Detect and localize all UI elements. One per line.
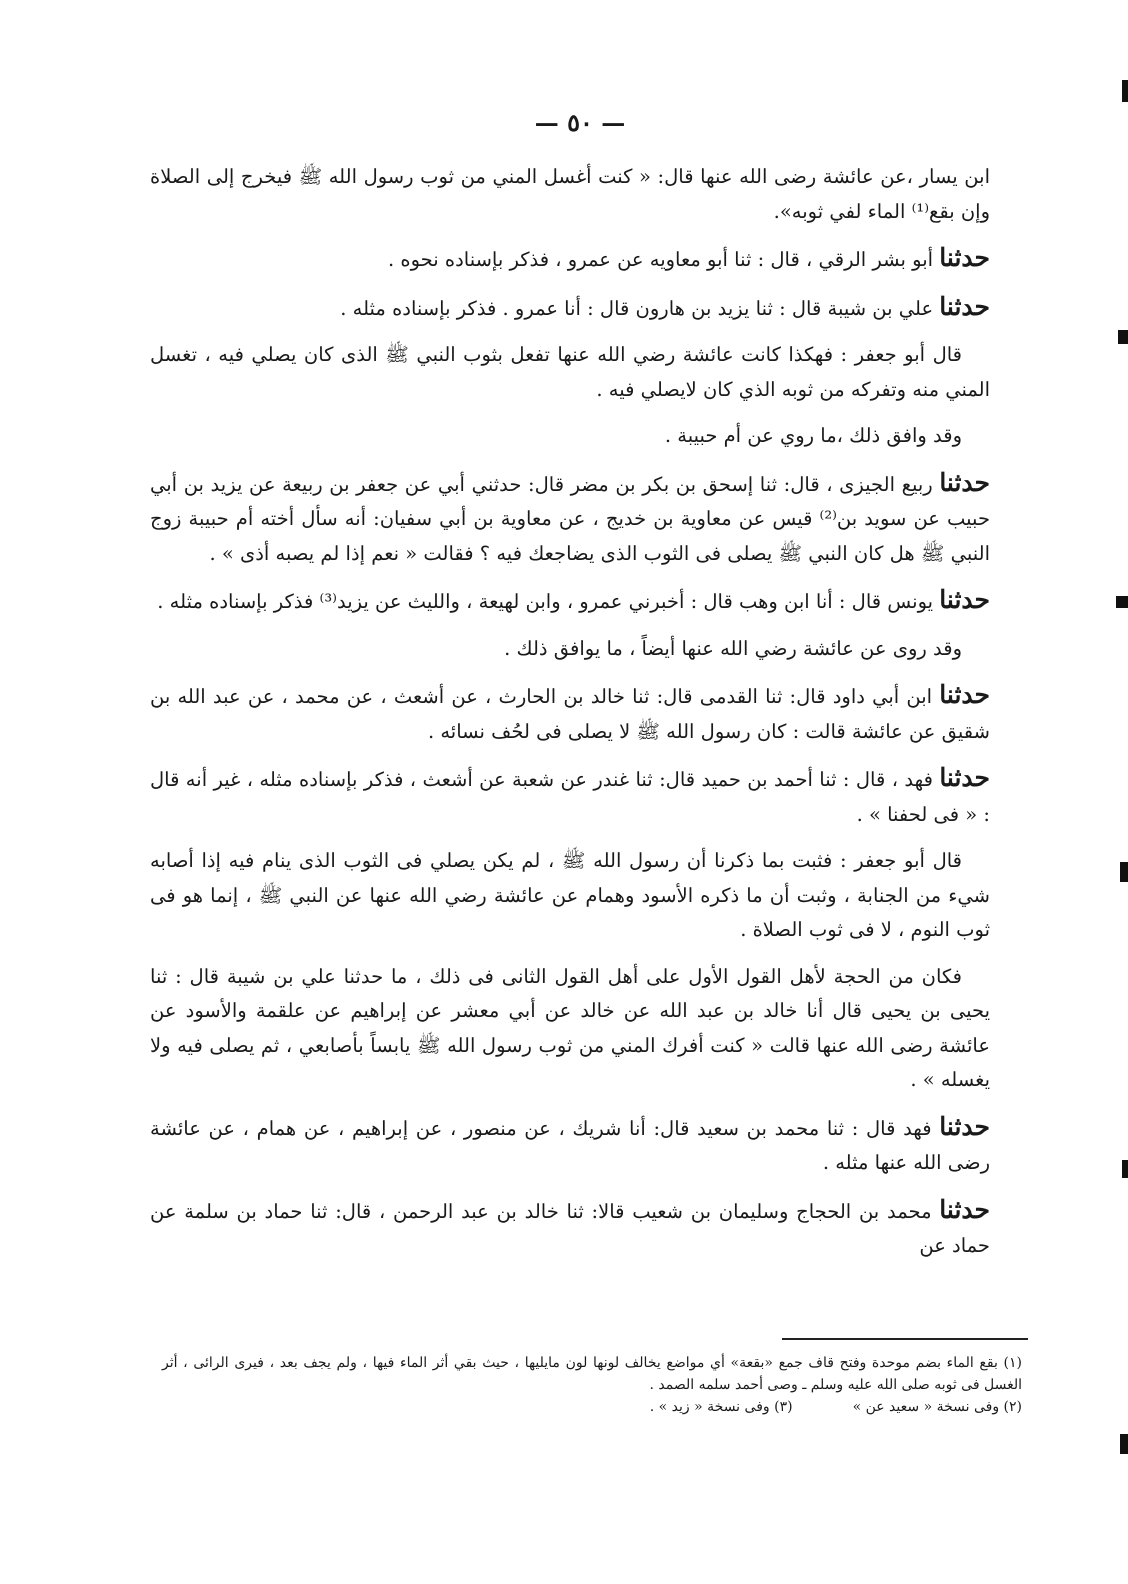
paragraph: ابن يسار ،عن عائشة رضى الله عنها قال: « كنت أغسل المني من ثوب رسول الله ﷺ فيخرج إلى الصلاة وإن بقع⁽¹⁾ الماء لفي ثوبه». xyxy=(150,165,990,223)
hadith-keyword: حدثنا xyxy=(939,1111,990,1141)
scan-mark xyxy=(1122,80,1128,102)
paragraph: حدثنا يونس قال : أنا ابن وهب قال : أخبرني عمرو ، وابن لهيعة ، والليث عن يزيد⁽³⁾ فذكر بإسناده مثله . xyxy=(157,585,990,614)
paragraph: قال أبو جعفر : فثبت بما ذكرنا أن رسول الله ﷺ ، لم يكن يصلي فى الثوب الذى ينام فيه إذا أصابه شيء من الجنابة ، وثبت أن ما ذكره الأسود وهمام عن عائشة رضي الله عنها عن النبي ﷺ ، إنما هو فى ثوب النوم ، لا فى ثوب الصلاة . xyxy=(150,849,990,941)
hadith-keyword: حدثنا xyxy=(939,467,991,497)
scan-mark xyxy=(1122,1160,1128,1178)
paragraph: قال أبو جعفر : فهكذا كانت عائشة رضي الله عنها تفعل بثوب النبي ﷺ الذى كان يصلي فيه ، تغسل المني منه وتفركه من ثوبه الذي كان لايصلي فيه . xyxy=(150,343,990,401)
footnote-1: (١) بقع الماء بضم موحدة وفتح قاف جمع «بقعة» أي مواضع يخالف لونها لون مايليها ، حيث بقي أثر الماء فيها ، ولم يجف بعد ، فيرى الرائى ، أثر الغسل فى ثوبه صلى الله عليه وسلم ـ وصى أحمد سلمه الصمد . xyxy=(162,1355,1022,1393)
paragraph: وقد وافق ذلك ،ما روي عن أم حبيبة . xyxy=(664,424,962,447)
hadith-keyword: حدثنا xyxy=(939,763,991,792)
hadith-keyword: حدثنا xyxy=(939,243,990,272)
hadith-keyword: حدثنا xyxy=(939,1194,990,1224)
hadith-keyword: حدثنا xyxy=(939,291,990,321)
footnote-separator xyxy=(782,1338,1028,1340)
main-text xyxy=(150,160,990,1276)
paragraph: فكان من الحجة لأهل القول الأول على أهل القول الثانى فى ذلك ، ما حدثنا علي بن شيبة قال : ثنا يحيى بن يحيى قال أنا خالد بن عبد الله عن خالد عن أبي معشر عن إبراهيم عن علقمة والأسود عن عائشة رضى الله عنها قالت « كنت أفرك المني من ثوب رسول الله ﷺ يابساً بأصابعي ، ثم يصلى فيه ولا يغسله » . xyxy=(150,964,990,1091)
scan-mark xyxy=(1118,330,1128,344)
footnote-row xyxy=(162,1396,1022,1418)
paragraph: حدثنا علي بن شيبة قال : ثنا يزيد بن هارون قال : أنا عمرو . فذكر بإسناده مثله . xyxy=(340,291,990,321)
scan-mark xyxy=(1120,862,1128,882)
hadith-keyword: حدثنا xyxy=(939,680,990,709)
paragraph: حدثنا فهد قال : ثنا محمد بن سعيد قال: أنا شريك ، عن منصور ، عن إبراهيم ، عن همام ، عن عائشة رضى الله عنها مثله . xyxy=(150,1111,990,1174)
footnote-3: (٣) وفى نسخة « زيد » . xyxy=(649,1399,793,1415)
scan-mark xyxy=(1120,1434,1128,1454)
paragraph: حدثنا ابن أبي داود قال: ثنا القدمى قال: ثنا خالد بن الحارث ، عن أشعث ، عن محمد ، عن عبد الله بن شقيق عن عائشة قالت : كان رسول الله ﷺ لا يصلى فى لحُف نسائه . xyxy=(150,680,990,743)
paragraph: حدثنا ربيع الجيزى ، قال: ثنا إسحق بن بكر بن مضر قال: حدثني أبي عن جعفر بن ربيعة عن يزيد بن أبي حبيب عن سويد بن⁽²⁾ قيس عن معاوية بن خديج ، عن معاوية بن أبي سفيان: أنه سأل أخته أم حبيبة زوج النبي ﷺ هل كان النبي ﷺ يصلى فى الثوب الذى يضاجعك فيه ؟ فقالت « نعم إذا لم يصبه أذى » . xyxy=(150,467,991,565)
paragraph: حدثنا فهد ، قال : ثنا أحمد بن حميد قال: ثنا غندر عن شعبة عن أشعث ، فذكر بإسناده مثله ، غير أنه قال : « فى لحفنا » . xyxy=(150,763,991,826)
scan-mark xyxy=(1116,596,1128,608)
paragraph: حدثنا أبو بشر الرقي ، قال : ثنا أبو معاويه عن عمرو ، فذكر بإسناده نحوه . xyxy=(387,243,990,272)
page-number: — ٥٠ — xyxy=(534,108,626,137)
hadith-keyword: حدثنا xyxy=(939,585,990,614)
footnotes xyxy=(162,1352,1022,1418)
paragraph: حدثنا محمد بن الحجاج وسليمان بن شعيب قالا: ثنا خالد بن عبد الرحمن ، قال: ثنا حماد بن سلمة عن حماد عن xyxy=(150,1194,990,1257)
paragraph: وقد روى عن عائشة رضي الله عنها أيضاً ، ما يوافق ذلك . xyxy=(504,636,962,660)
footnote-2: (٢) وفى نسخة « سعيد عن » xyxy=(852,1399,1022,1415)
